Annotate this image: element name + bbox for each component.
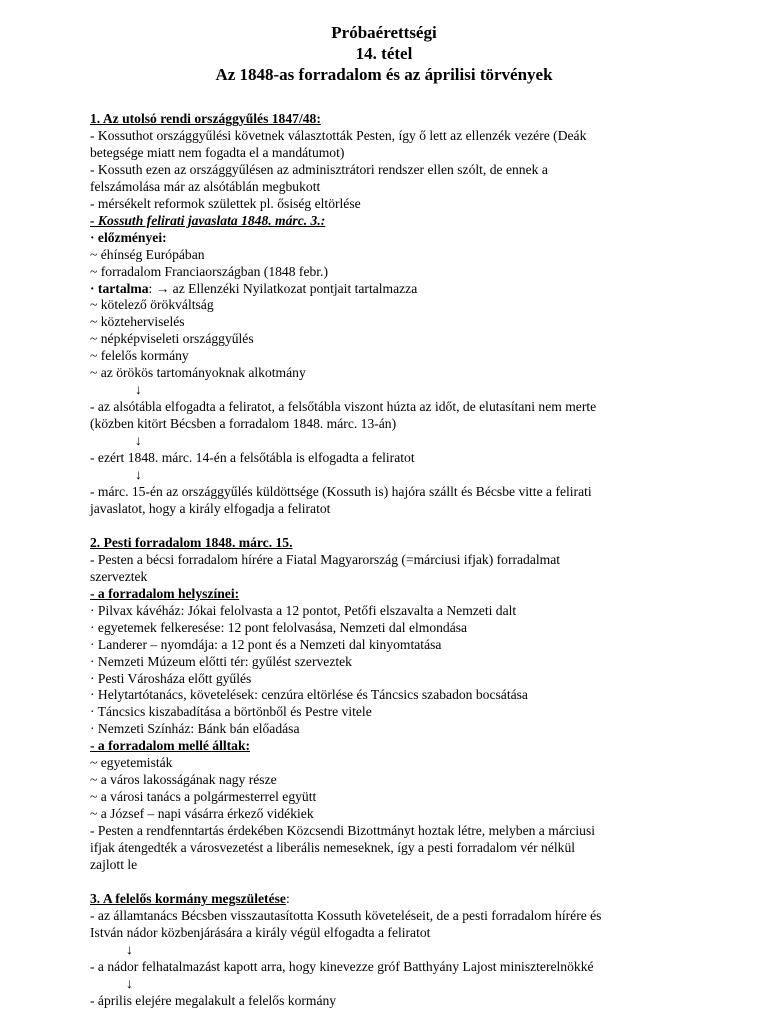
list-item: · Helytartótanács, követelések: cenzúra eltörlése és Táncsics szabadon bocsátása	[90, 687, 528, 703]
down-arrow-icon: ↓	[135, 382, 142, 398]
header-line-1: Próbaérettségi	[331, 23, 437, 42]
text-line: - Pesten a bécsi forradalom hírére a Fiatal Magyarország (=márciusi ifjak) forradalmat	[90, 551, 561, 567]
content-text: : → az Ellenzéki Nyilatkozat pontjait tartalmazza	[148, 280, 418, 296]
text-line: (közben kitört Bécsben a forradalom 1848. márc. 13-án)	[90, 416, 397, 432]
section-3-title: 3. A felelős kormány megszületése	[90, 890, 286, 906]
document-header	[0, 22, 768, 85]
section-3-title-colon: :	[285, 890, 290, 906]
down-arrow-icon: ↓	[126, 975, 133, 991]
content-line	[90, 281, 690, 298]
section-2-title: 2. Pesti forradalom 1848. márc. 15.	[90, 534, 293, 550]
list-item: ~ egyetemisták	[90, 755, 173, 771]
text-line: javaslatot, hogy a király elfogadja a feliratot	[90, 500, 331, 516]
text-line: betegsége miatt nem fogadta el a mandátumot)	[90, 144, 345, 160]
text-line: szerveztek	[90, 568, 148, 584]
prerequisites-label: · előzményei:	[90, 229, 167, 245]
content-label: · tartalma	[90, 280, 149, 296]
section-spacer	[90, 518, 690, 535]
text-line: István nádor közbenjárására a király végül elfogadta a feliratot	[90, 924, 431, 940]
text-line: - Kossuth ezen az országgyűlésen az adminisztrátori rendszer ellen szólt, de ennek a	[90, 161, 548, 177]
list-item: ~ felelős kormány	[90, 348, 189, 364]
text-line: ifjak átengedték a városvezetést a liberális nemeseknek, így a pesti forradalom vér nélkül	[90, 840, 576, 856]
text-line: - az államtanács Bécsben visszautasította Kossuth követeléseit, de a pesti forradalom hírére és	[90, 907, 602, 923]
text-line: - ezért 1848. márc. 14-én a felsőtábla is elfogadta a feliratot	[90, 450, 415, 466]
down-arrow-icon: ↓	[135, 433, 142, 449]
text-line: - a nádor felhatalmazást kapott arra, hogy kinevezze gróf Batthyány Lajost miniszterelnökké	[90, 958, 594, 974]
text-line: - márc. 15-én az országgyűlés küldöttsége (Kossuth is) hajóra szállt és Bécsbe vitte a felirati	[90, 483, 592, 499]
list-item: ~ közteherviselés	[90, 314, 185, 330]
list-item: · Pilvax kávéház: Jókai felolvasta a 12 pontot, Petőfi elszavalta a Nemzeti dalt	[90, 602, 517, 618]
document-body	[90, 111, 690, 1010]
list-item: ~ a József – napi vásárra érkező vidékiek	[90, 806, 314, 822]
text-line: - április elejére megalakult a felelős kormány	[90, 992, 337, 1008]
text-line: - Kossuthot országgyűlési követnek választották Pesten, így ő lett az ellenzék vezére (Deák	[90, 127, 587, 143]
section-spacer	[90, 874, 690, 891]
list-item: · Pesti Városháza előtt gyűlés	[90, 670, 252, 686]
list-item: · egyetemek felkeresése: 12 pont felolvasása, Nemzeti dal elmondása	[90, 619, 468, 635]
text-line: - mérsékelt reformok születtek pl. ősiség eltörlése	[90, 195, 361, 211]
down-arrow-icon: ↓	[126, 941, 133, 957]
text-line: felszámolása már az alsótáblán megbukott	[90, 178, 321, 194]
list-item: · Landerer – nyomdája: a 12 pont és a Nemzeti dal kinyomtatása	[90, 636, 442, 652]
list-item: ~ a város lakosságának nagy része	[90, 772, 277, 788]
list-item: · Táncsics kiszabadítása a börtönből és Pestre vitele	[90, 704, 372, 720]
list-item: ~ éhínség Európában	[90, 246, 205, 262]
text-line: - az alsótábla elfogadta a feliratot, a felsőtábla viszont húzta az időt, de elutasítani nem merte	[90, 399, 597, 415]
section-3-title-line	[90, 891, 690, 908]
list-item: · Nemzeti Múzeum előtti tér: gyűlést szerveztek	[90, 653, 352, 669]
section-1-subtitle: - Kossuth felirati javaslata 1848. márc. 3.:	[90, 212, 326, 228]
list-item: ~ népképviseleti országgyűlés	[90, 331, 254, 347]
list-item: ~ kötelező örökváltság	[90, 297, 214, 313]
list-item: ~ a városi tanács a polgármesterrel együtt	[90, 789, 317, 805]
section-2-subtitle-locations: - a forradalom helyszínei:	[90, 585, 240, 601]
text-line: - Pesten a rendfenntartás érdekében Közcsendi Bizottmányt hoztak létre, melyben a márciusi	[90, 823, 596, 839]
list-item: ~ forradalom Franciaországban (1848 febr.)	[90, 263, 328, 279]
section-1-title: 1. Az utolsó rendi országgyűlés 1847/48:	[90, 111, 321, 126]
list-item: · Nemzeti Színház: Bánk bán előadása	[90, 721, 300, 737]
header-line-2: 14. tétel	[355, 44, 413, 63]
list-item: ~ az örökös tartományoknak alkotmány	[90, 365, 306, 381]
text-line: zajlott le	[90, 856, 138, 872]
down-arrow-icon: ↓	[135, 467, 142, 483]
header-title: Az 1848-as forradalom és az áprilisi törvények	[215, 65, 553, 84]
section-2-subtitle-supporters: - a forradalom mellé álltak:	[90, 738, 251, 754]
